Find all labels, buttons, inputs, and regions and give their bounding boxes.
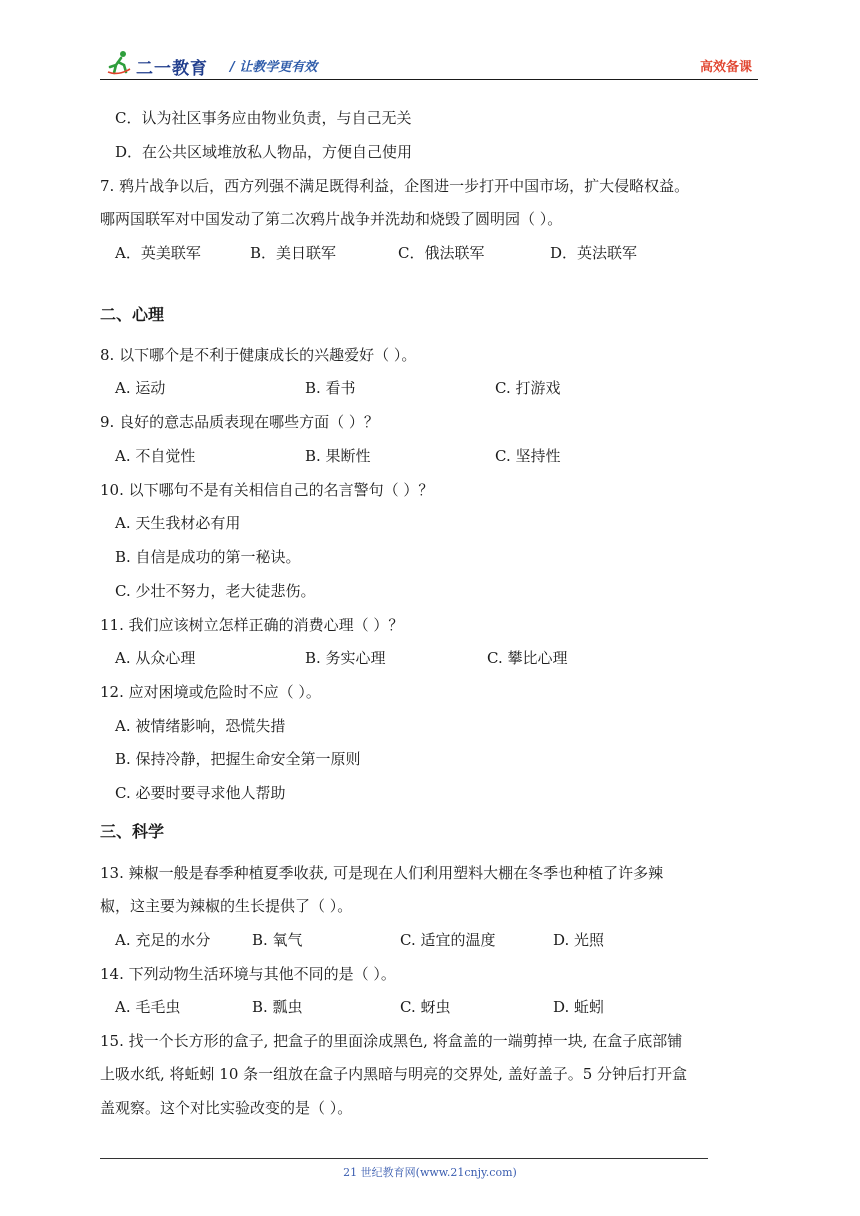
q14-option-d: D. 蚯蚓 <box>553 998 605 1016</box>
q7-option-a: A．英美联军 <box>115 244 201 262</box>
q11-option-c: C. 攀比心理 <box>487 649 568 667</box>
q14-option-a: A. 毛毛虫 <box>115 998 181 1016</box>
q7-option-c: C．俄法联军 <box>398 244 485 262</box>
section-3-title: 三、科学 <box>100 822 165 841</box>
header-slogan: / 让教学更有效 <box>230 60 318 75</box>
q11-stem: 11. 我们应该树立怎样正确的消费心理（ ）？ <box>100 616 404 634</box>
q13-stem-line-2: 椒，这主要为辣椒的生长提供了（ ）。 <box>100 897 353 915</box>
q11-option-a: A. 从众心理 <box>115 649 196 667</box>
q6-option-d: D．在公共区域堆放私人物品，方便自己使用 <box>115 143 413 161</box>
q9-option-c: C. 坚持性 <box>495 447 561 465</box>
q15-stem-line-1: 15. 找一个长方形的盒子, 把盒子的里面涂成黑色, 将盒盖的一端剪掉一块, 在盒子底部铺 <box>100 1032 683 1050</box>
q6-option-c: C．认为社区事务应由物业负责，与自己无关 <box>115 109 412 127</box>
q15-stem-line-3: 盖观察。这个对比实验改变的是（ ）。 <box>100 1099 353 1117</box>
section-2-title: 二、心理 <box>100 305 165 324</box>
q7-option-d: D．英法联军 <box>550 244 638 262</box>
q7-option-b: B．美日联军 <box>250 244 337 262</box>
q9-stem: 9. 良好的意志品质表现在哪些方面（ ）？ <box>100 413 379 431</box>
q15-stem-line-2: 上吸水纸, 将蚯蚓 10 条一组放在盒子内黑暗与明亮的交界处, 盖好盖子。5 分钟后打开盒 <box>100 1065 688 1083</box>
footer-link[interactable]: 21 世纪教育网(www.21cnjy.com) <box>343 1166 517 1179</box>
q12-option-c: C. 必要时要寻求他人帮助 <box>115 784 286 802</box>
q13-option-a: A. 充足的水分 <box>115 931 211 949</box>
q14-option-c: C. 蚜虫 <box>400 998 451 1016</box>
q7-stem-line-1: 7. 鸦片战争以后，西方列强不满足既得利益，企图进一步打开中国市场，扩大侵略权益。 <box>100 177 690 195</box>
q13-stem-line-1: 13. 辣椒一般是春季种植夏季收获, 可是现在人们利用塑料大棚在冬季也种植了许多辣 <box>100 864 664 882</box>
q8-option-a: A. 运动 <box>115 379 166 397</box>
q10-stem: 10. 以下哪句不是有关相信自己的名言警句（ ）？ <box>100 481 434 499</box>
q10-option-c: C. 少壮不努力，老大徒悲伤。 <box>115 582 316 600</box>
q12-option-a: A. 被情绪影响，恐慌失措 <box>115 717 286 735</box>
q14-stem: 14. 下列动物生活环境与其他不同的是（ ）。 <box>100 965 396 983</box>
q13-option-c: C. 适宜的温度 <box>400 931 496 949</box>
q8-stem: 8. 以下哪个是不利于健康成长的兴趣爱好（ ）。 <box>100 346 417 364</box>
q11-option-b: B. 务实心理 <box>305 649 386 667</box>
q9-option-b: B. 果断性 <box>305 447 371 465</box>
q13-option-d: D. 光照 <box>553 931 605 949</box>
header-divider <box>100 79 758 80</box>
q7-stem-line-2: 哪两国联军对中国发动了第二次鸦片战争并洗劫和烧毁了圆明园（ ）。 <box>100 210 563 228</box>
runner-logo-icon <box>106 50 132 76</box>
q14-option-b: B. 瓢虫 <box>252 998 303 1016</box>
logo-text: 二一教育 <box>136 59 208 79</box>
footer-divider <box>100 1158 708 1159</box>
q12-option-b: B. 保持冷静，把握生命安全第一原则 <box>115 750 361 768</box>
q8-option-c: C. 打游戏 <box>495 379 561 397</box>
q10-option-a: A. 天生我材必有用 <box>115 514 241 532</box>
page-header <box>100 52 758 80</box>
q10-option-b: B. 自信是成功的第一秘诀。 <box>115 548 301 566</box>
q9-option-a: A. 不自觉性 <box>115 447 196 465</box>
q8-option-b: B. 看书 <box>305 379 356 397</box>
q12-stem: 12. 应对困境或危险时不应（ ）。 <box>100 683 321 701</box>
q13-option-b: B. 氧气 <box>252 931 303 949</box>
header-right-label: 高效备课 <box>699 60 752 75</box>
